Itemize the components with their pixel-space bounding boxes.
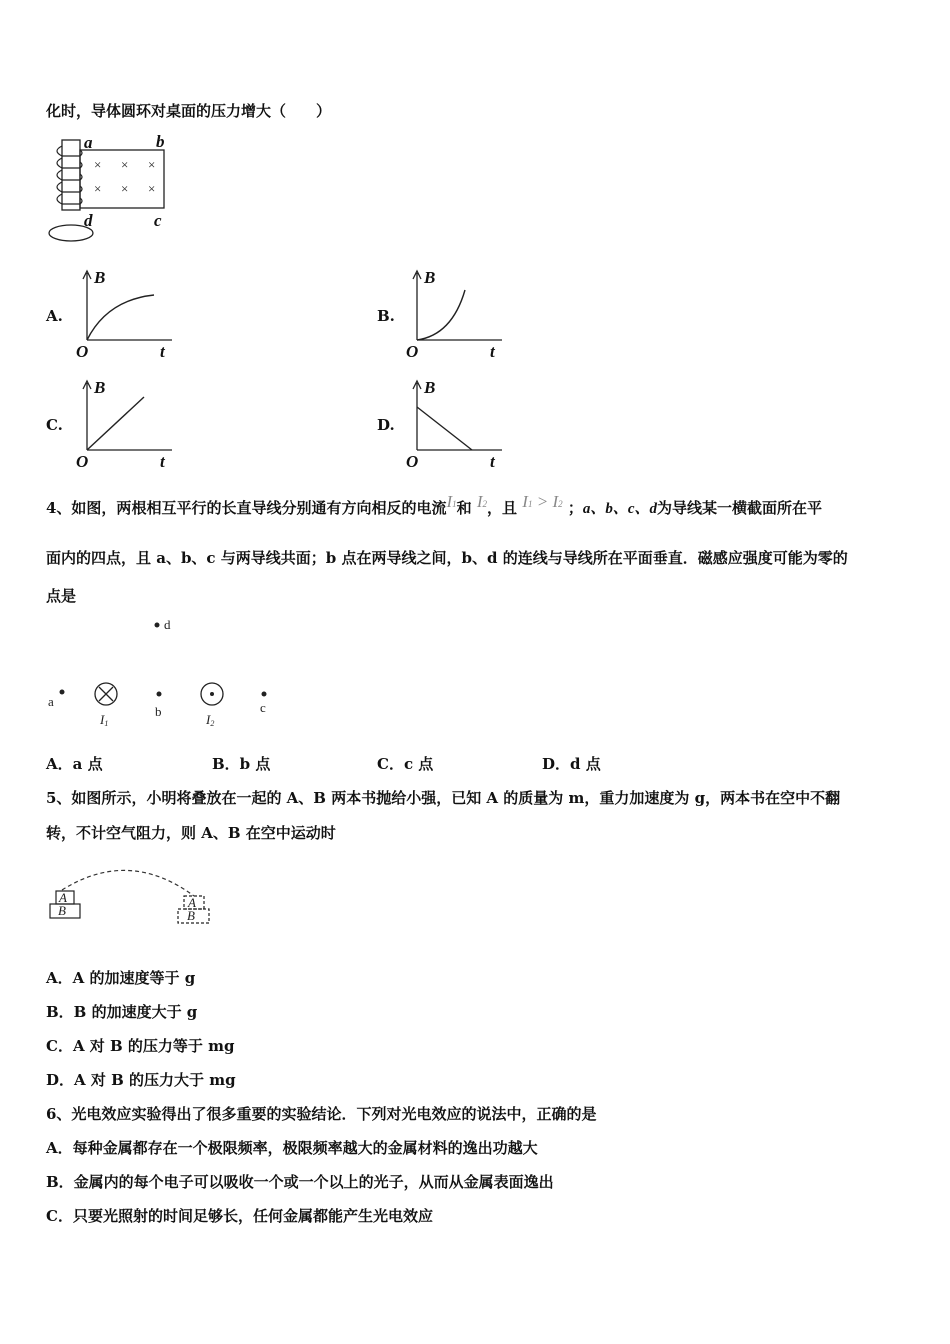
q5-option-d[interactable]: D．A 对 B 的压力大于 mg [46,1071,236,1089]
graph-b [402,265,512,360]
svg-text:d: d [164,617,171,632]
svg-text:B: B [424,378,436,397]
svg-text:I2: I2 [206,712,215,728]
svg-text:×: × [121,181,129,196]
graph-d [402,375,512,470]
conducting-ring [49,225,93,241]
svg-text:O: O [406,342,419,360]
svg-text:×: × [121,157,129,172]
q6-stem: 6、光电效应实验得出了很多重要的实验结论．下列对光电效应的说法中，正确的是 [46,1105,597,1123]
q4-line3: 点是 [46,587,77,605]
books-throw-figure [44,858,219,928]
wires-figure [44,612,279,732]
magnetic-field-crosses [94,157,155,196]
svg-text:t: t [490,452,495,470]
svg-text:B: B [424,268,436,287]
svg-text:O: O [76,452,89,470]
svg-text:a: a [48,694,54,709]
svg-text:B: B [187,908,195,923]
q4-option-c[interactable]: C．c 点 [377,755,434,773]
option-d-label: D. [377,416,395,434]
label-b: b [156,132,165,151]
svg-text:B: B [94,268,106,287]
svg-text:b: b [155,704,162,719]
svg-text:×: × [148,181,156,196]
svg-text:×: × [94,181,102,196]
q4-line2: 面内的四点，且 a、b、c 与两导线共面；b 点在两导线之间，b、d 的连线与导线所在平面垂直．磁感应强度可能为零的 [46,549,848,567]
option-b-label: B. [377,307,395,325]
svg-text:t: t [160,342,165,360]
question-stem-continuation: 化时，导体圆环对桌面的压力增大（ ） [46,102,332,120]
q4-option-b[interactable]: B．b 点 [212,755,271,773]
coil-circuit-figure [44,132,184,247]
q5-option-a[interactable]: A．A 的加速度等于 g [46,969,196,987]
q5-line2: 转，不计空气阻力，则 A、B 在空中运动时 [46,824,336,842]
svg-text:c: c [260,700,266,715]
q5-option-b[interactable]: B．B 的加速度大于 g [46,1003,198,1021]
q5-option-c[interactable]: C．A 对 B 的压力等于 mg [46,1037,235,1055]
option-a-label: A. [46,307,63,325]
q6-option-c[interactable]: C．只要光照射的时间足够长，任何金属都能产生光电效应 [46,1207,433,1225]
svg-text:t: t [490,342,495,360]
q4-option-d[interactable]: D．d 点 [542,755,601,773]
graph-c [72,375,182,470]
label-c: c [154,211,162,230]
svg-text:t: t [160,452,165,470]
svg-text:I1: I1 [100,712,109,728]
q6-option-b[interactable]: B．金属内的每个电子可以吸收一个或一个以上的光子，从而从金属表面逸出 [46,1173,554,1191]
svg-text:B: B [94,378,106,397]
q6-option-a[interactable]: A．每种金属都存在一个极限频率，极限频率越大的金属材料的逸出功越大 [46,1139,538,1157]
svg-text:A: A [188,895,196,910]
option-c-label: C. [46,416,63,434]
q4-line1: 4、如图，两根相互平行的长直导线分别通有方向相反的电流I1和 I2，且 I1 > I2 ；a、b、c、d为导线某一横截面所在平 [46,492,823,517]
q4-option-a[interactable]: A．a 点 [46,755,103,773]
graph-a [72,265,182,360]
svg-text:A: A [59,890,67,905]
label-a: a [84,133,93,152]
svg-text:B: B [58,903,66,918]
svg-text:×: × [148,157,156,172]
label-d: d [84,211,93,230]
q5-line1: 5、如图所示，小明将叠放在一起的 A、B 两本书抛给小强，已知 A 的质量为 m，重力加速度为 g，两本书在空中不翻 [46,789,841,807]
svg-text:O: O [406,452,419,470]
svg-text:×: × [94,157,102,172]
svg-text:O: O [76,342,89,360]
